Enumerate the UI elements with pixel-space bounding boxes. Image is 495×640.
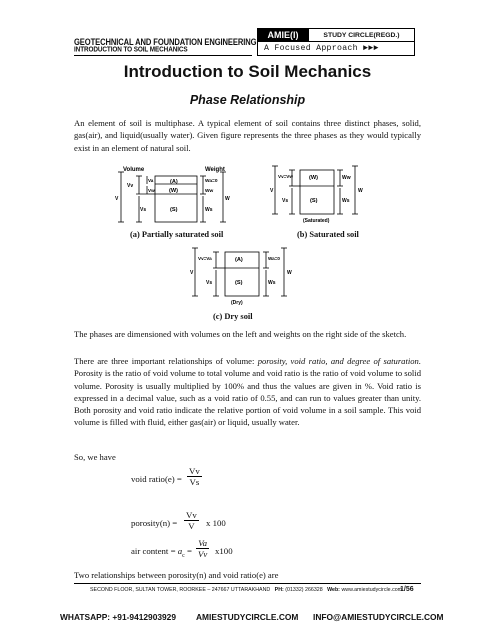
label-v-b: V [270, 188, 274, 194]
label-v-c: V [190, 270, 194, 276]
label-wa-c: Wa=0 [268, 256, 280, 261]
website-link[interactable]: AMIESTUDYCIRCLE.COM [196, 612, 299, 622]
label-ws-c: Ws [268, 280, 276, 286]
air-content-multiplier: x100 [215, 546, 233, 556]
intro-paragraph: An element of soil is multiphase. A typical element of soil contains three distinct phases, solid, gas(air), and liquid(usually water). Given figure represents the three phases as they would typically exist in an element of natural soil. [74, 118, 421, 153]
label-ws-b: Ws [342, 198, 350, 204]
phase-solid-b: (S) [310, 198, 318, 204]
phase-solid: (S) [170, 207, 178, 213]
label-vs: Vs [140, 207, 147, 213]
study-circle-label: STUDY CIRCLE(REGD.) [308, 29, 414, 42]
label-ws: Ws [205, 207, 213, 213]
void-ratio-denominator: Vs [189, 477, 200, 487]
header-rule [74, 55, 252, 56]
air-content-lhs: air content = [131, 546, 178, 556]
page-number: 1/56 [400, 586, 414, 593]
label-ww-b: Ww [342, 175, 351, 181]
figure-a-volume-label: Volume [123, 167, 145, 173]
porosity-fraction [184, 510, 199, 531]
void-ratio-numerator: Vv [189, 466, 200, 476]
so-we-have: So, we have [74, 452, 116, 462]
footer-phone: (01332) 266328 [285, 587, 323, 593]
dry-note: (Dry) [231, 300, 243, 306]
porosity-lhs: porosity(n) = [131, 518, 178, 528]
brand-logo: AMIE(I) [258, 29, 308, 42]
label-vs-b: Vs [282, 198, 289, 204]
two-relationships-text: Two relationships between porosity(n) and void ratio(e) are [74, 570, 279, 580]
footer-web[interactable]: www.amiestudycircle.com [341, 587, 403, 593]
figure-a-weight-label: Weight [205, 167, 225, 173]
label-vs-c: Vs [206, 280, 213, 286]
porosity-multiplier: x 100 [206, 518, 226, 528]
void-ratio-lhs: void ratio(e) = [131, 474, 182, 484]
air-content-numerator: Va [196, 538, 209, 549]
phase-air-c: (A) [235, 257, 243, 263]
label-wa: Wa=0 [205, 179, 218, 184]
label-w-c: W [287, 270, 292, 276]
course-title: GEOTECHNICAL AND FOUNDATION ENGINEERING [74, 37, 257, 48]
figure-saturated [270, 164, 370, 230]
chapter-title: INTRODUCTION TO SOIL MECHANICS [74, 46, 188, 54]
relationships-body: Porosity is the ratio of void volume to total volume and void ratio is the ratio of void volume to solid volume. Porosity is usually multiplied by 100% and thus the values are given in %. Void ratio is expressed in a decimal value, such as a void ratio of 0.55, and can run to values greater than unity. Both porosity and void ratio indicate the relative portion of void volume in a soil sample. This void volume is filled with fluid, either gas(air) or liquid, usually water. [74, 368, 421, 428]
label-w: W [225, 196, 230, 202]
caption-a: (a) Partially saturated soil [130, 230, 224, 239]
label-vw: Vw [148, 188, 155, 193]
page-title: Introduction to Soil Mechanics [123, 62, 372, 81]
porosity-numerator: Vv [186, 510, 197, 520]
air-content-denominator: Vv [198, 549, 208, 559]
label-va: Va [148, 178, 154, 183]
footer-web-label: Web: [327, 587, 340, 593]
relationship-terms: porosity, void ratio, and degree of saturation. [257, 356, 421, 366]
saturated-note: (Saturated) [303, 218, 330, 224]
figure-dry [190, 246, 300, 312]
relationships-paragraph [74, 355, 421, 429]
void-ratio-fraction [187, 466, 202, 487]
tagline: A Focused Approach ►►► [264, 44, 379, 53]
label-vv-vw: Vv=Vw [278, 174, 293, 179]
email-link[interactable]: INFO@AMIESTUDYCIRCLE.COM [313, 612, 444, 622]
footer-rule [74, 583, 421, 584]
whatsapp-contact[interactable]: WHATSAPP: +91-9412903929 [60, 612, 176, 622]
air-content-formula [131, 546, 192, 559]
caption-b: (b) Saturated soil [297, 230, 359, 239]
caption-c: (c) Dry soil [213, 312, 253, 321]
dimension-paragraph: The phases are dimensioned with volumes on the left and weights on the right side of the sketch. [74, 329, 407, 339]
label-vv-va: Vv=Va [198, 256, 212, 261]
footer-ph-label: PH: [274, 587, 284, 593]
air-content-subscript: c [182, 552, 185, 559]
phase-water: (W) [169, 188, 179, 194]
brand-box [257, 28, 415, 56]
air-content-symbol: a [177, 546, 183, 556]
section-title: Phase Relationship [189, 93, 306, 107]
label-v: V [115, 196, 119, 202]
label-w-b: W [358, 188, 363, 194]
label-vv: Vv [127, 183, 134, 189]
porosity-denominator: V [188, 521, 195, 531]
air-content-fraction [196, 538, 209, 559]
air-content-equals: = [184, 546, 192, 556]
phase-air: (A) [170, 179, 178, 185]
relationships-intro: There are three important relationships of volume: [74, 356, 258, 366]
phase-water-b: (W) [309, 175, 319, 181]
footer-address-line [90, 587, 402, 593]
figure-partially-saturated [115, 164, 265, 230]
footer-address: SECOND FLOOR, SULTAN TOWER, ROORKEE – 247667 UTTARAKHAND [90, 587, 271, 593]
label-ww: Ww [205, 189, 214, 194]
phase-solid-c: (S) [235, 280, 243, 286]
